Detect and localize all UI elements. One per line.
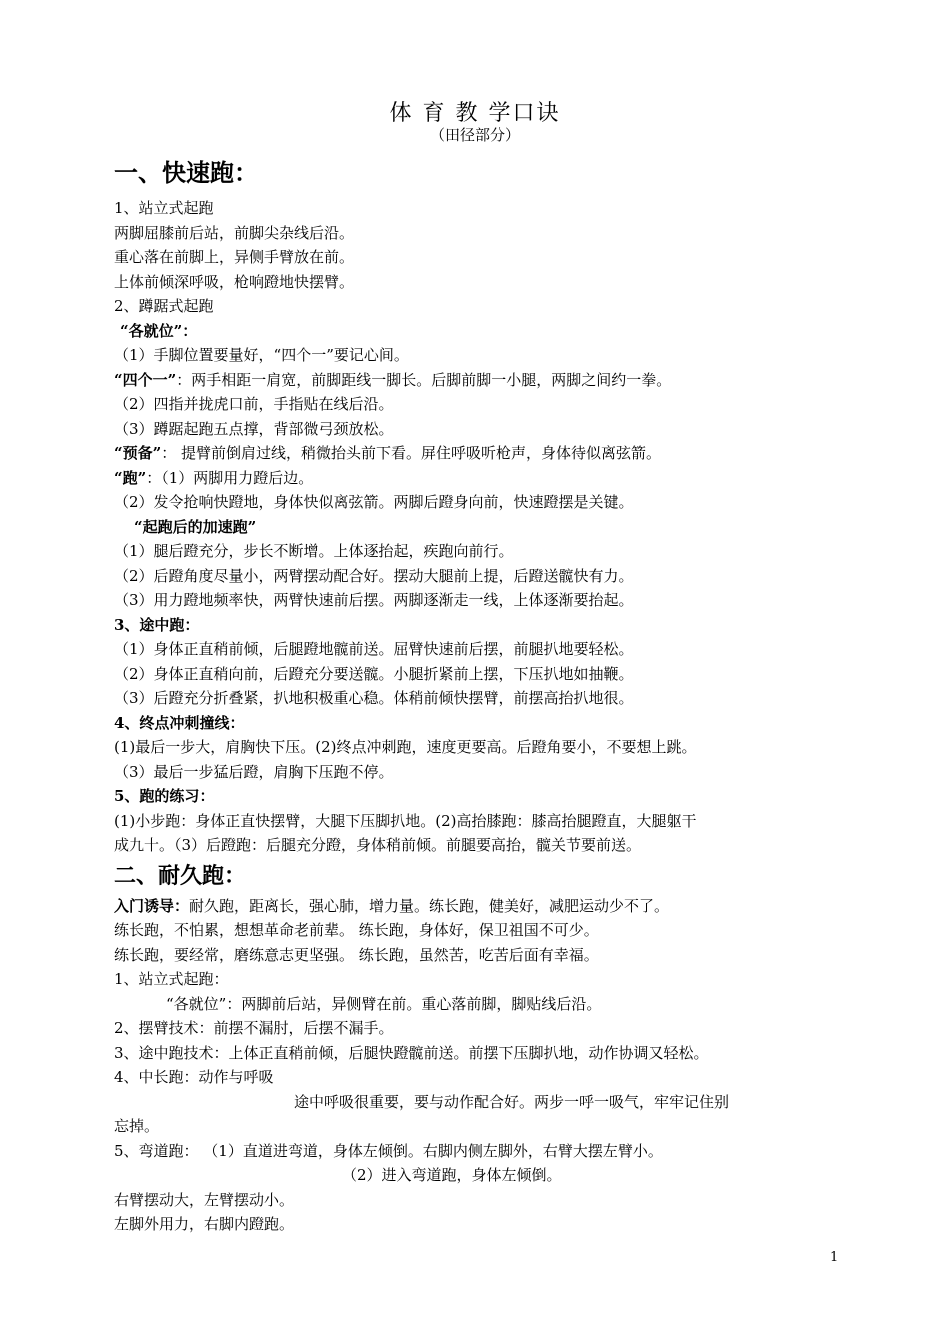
text-line: 1、站立式起跑 bbox=[114, 199, 214, 217]
text-line: （1）身体正直稍前倾，后腿蹬地髋前送。屈臂快速前后摆，前腿扒地要轻松。 bbox=[114, 640, 634, 658]
text-span: ： 提臂前倒肩过线，稍微抬头前下看。屏住呼吸听枪声，身体待似离弦箭。 bbox=[161, 444, 662, 462]
bold-term: 入门诱导： bbox=[114, 896, 190, 915]
text-line: (1)小步跑：身体正直快摆臂，大腿下压脚扒地。(2)高抬膝跑：膝高抬腿蹬直，大腿躯干 bbox=[114, 811, 697, 830]
text-line: 重心落在前脚上，异侧手臂放在前。 bbox=[114, 248, 355, 266]
bold-subheading: 5、跑的练习： bbox=[114, 787, 215, 805]
text-line: 两脚屈膝前后站，前脚尖杂线后沿。 bbox=[114, 223, 355, 242]
text-line: 练长跑，要经常，磨练意志更坚强。 练长跑，虽然苦，吃苦后面有幸福。 bbox=[114, 945, 599, 964]
text-line: 上体前倾深呼吸，枪响蹬地快摆臂。 bbox=[114, 272, 355, 291]
text-line: （1）腿后蹬充分，步长不断增。上体逐抬起，疾跑向前行。 bbox=[114, 542, 514, 560]
text-line: （3）蹲踞起跑五点撑，背部微弓颈放松。 bbox=[114, 419, 394, 438]
page-number: 1 bbox=[830, 1250, 839, 1265]
document-title: 体 育 教 学口诀 bbox=[389, 101, 561, 126]
text-line: （3）后蹬充分折叠紧，扒地积极重心稳。体稍前倾快摆臂，前摆高抬扒地很。 bbox=[114, 689, 634, 707]
bold-subheading: 4、终点冲刺撞线： bbox=[114, 713, 245, 732]
text-line: “各就位”：两脚前后站，异侧臂在前。重心落前脚，脚贴线后沿。 bbox=[166, 994, 602, 1013]
text-line: （2）发令抢响快蹬地，身体快似离弦箭。两脚后蹬身向前，快速蹬摆是关键。 bbox=[114, 493, 634, 511]
text-line bbox=[114, 894, 844, 919]
text-line: 5、弯道跑： （1）直道进弯道，身体左倾倒。右脚内侧左脚外，右臂大摆左臂小。 bbox=[114, 1141, 663, 1160]
text-line: 右臂摆动大，左臂摆动小。 bbox=[114, 1190, 295, 1209]
bold-subheading: “起跑后的加速跑” bbox=[134, 517, 257, 536]
text-span: 耐久跑，距离长，强心肺，增力量。练长跑，健美好，减肥运动少不了。 bbox=[189, 896, 670, 915]
text-line: 4、中长跑：动作与呼吸 bbox=[114, 1068, 274, 1086]
text-line: （2）后蹬角度尽量小，两臂摆动配合好。摆动大腿前上提，后蹬送髋快有力。 bbox=[114, 566, 634, 585]
text-span: ：两手相距一肩宽，前脚距线一脚长。后脚前脚一小腿，两脚之间约一拳。 bbox=[176, 370, 672, 389]
text-line: 途中呼吸很重要，要与动作配合好。两步一呼一吸气，牢牢记住别 bbox=[294, 1092, 730, 1111]
text-line: 2、摆臂技术：前摆不漏肘，后摆不漏手。 bbox=[114, 1019, 394, 1037]
section-heading-endurance: 二、耐久跑： bbox=[114, 862, 247, 889]
text-line: （3）最后一步猛后蹬，肩胸下压跑不停。 bbox=[114, 762, 394, 781]
text-line bbox=[114, 441, 844, 466]
bold-subheading: 3、途中跑： bbox=[114, 615, 200, 634]
bold-term: “预备” bbox=[114, 444, 162, 462]
text-line: 3、途中跑技术：上体正直稍前倾，后腿快蹬髋前送。前摆下压脚扒地，动作协调又轻松。 bbox=[114, 1043, 709, 1062]
bold-term: “跑” bbox=[114, 468, 147, 487]
text-line: （2）四指并拢虎口前，手指贴在线后沿。 bbox=[114, 395, 394, 413]
text-line bbox=[114, 466, 844, 491]
text-line: 左脚外用力，右脚内蹬跑。 bbox=[114, 1215, 295, 1233]
text-span: ：（1）两脚用力蹬后边。 bbox=[146, 468, 314, 487]
document-subtitle: （田径部分） bbox=[429, 126, 520, 144]
text-line: （3）用力蹬地频率快，两臂快速前后摆。两脚逐渐走一线，上体逐渐要抬起。 bbox=[114, 591, 634, 609]
text-line: 1、站立式起跑： bbox=[114, 970, 229, 988]
text-line bbox=[114, 368, 844, 393]
section-heading-sprint: 一、快速跑： bbox=[114, 158, 258, 187]
text-line: 练长跑，不怕累，想想革命老前辈。 练长跑，身体好，保卫祖国不可少。 bbox=[114, 921, 599, 939]
text-line: （1）手脚位置要量好，“四个一”要记心间。 bbox=[114, 346, 409, 364]
text-line: 忘掉。 bbox=[114, 1117, 160, 1135]
text-line: （2）进入弯道跑，身体左倾倒。 bbox=[342, 1166, 562, 1184]
text-line: 2、蹲踞式起跑 bbox=[114, 297, 214, 315]
bold-subheading: “各就位”： bbox=[120, 321, 198, 340]
text-line: (1)最后一步大，肩胸快下压。(2)终点冲刺跑，速度更要高。后蹬角要小，不要想上跳。 bbox=[114, 738, 697, 756]
text-line: （2）身体正直稍向前，后蹬充分要送髋。小腿折紧前上摆，下压扒地如抽鞭。 bbox=[114, 664, 634, 683]
text-line: 成九十。（3）后蹬跑：后腿充分蹬，身体稍前倾。前腿要高抬，髋关节要前送。 bbox=[114, 836, 642, 854]
bold-term: “四个一” bbox=[114, 370, 177, 389]
document-body bbox=[114, 150, 844, 1237]
